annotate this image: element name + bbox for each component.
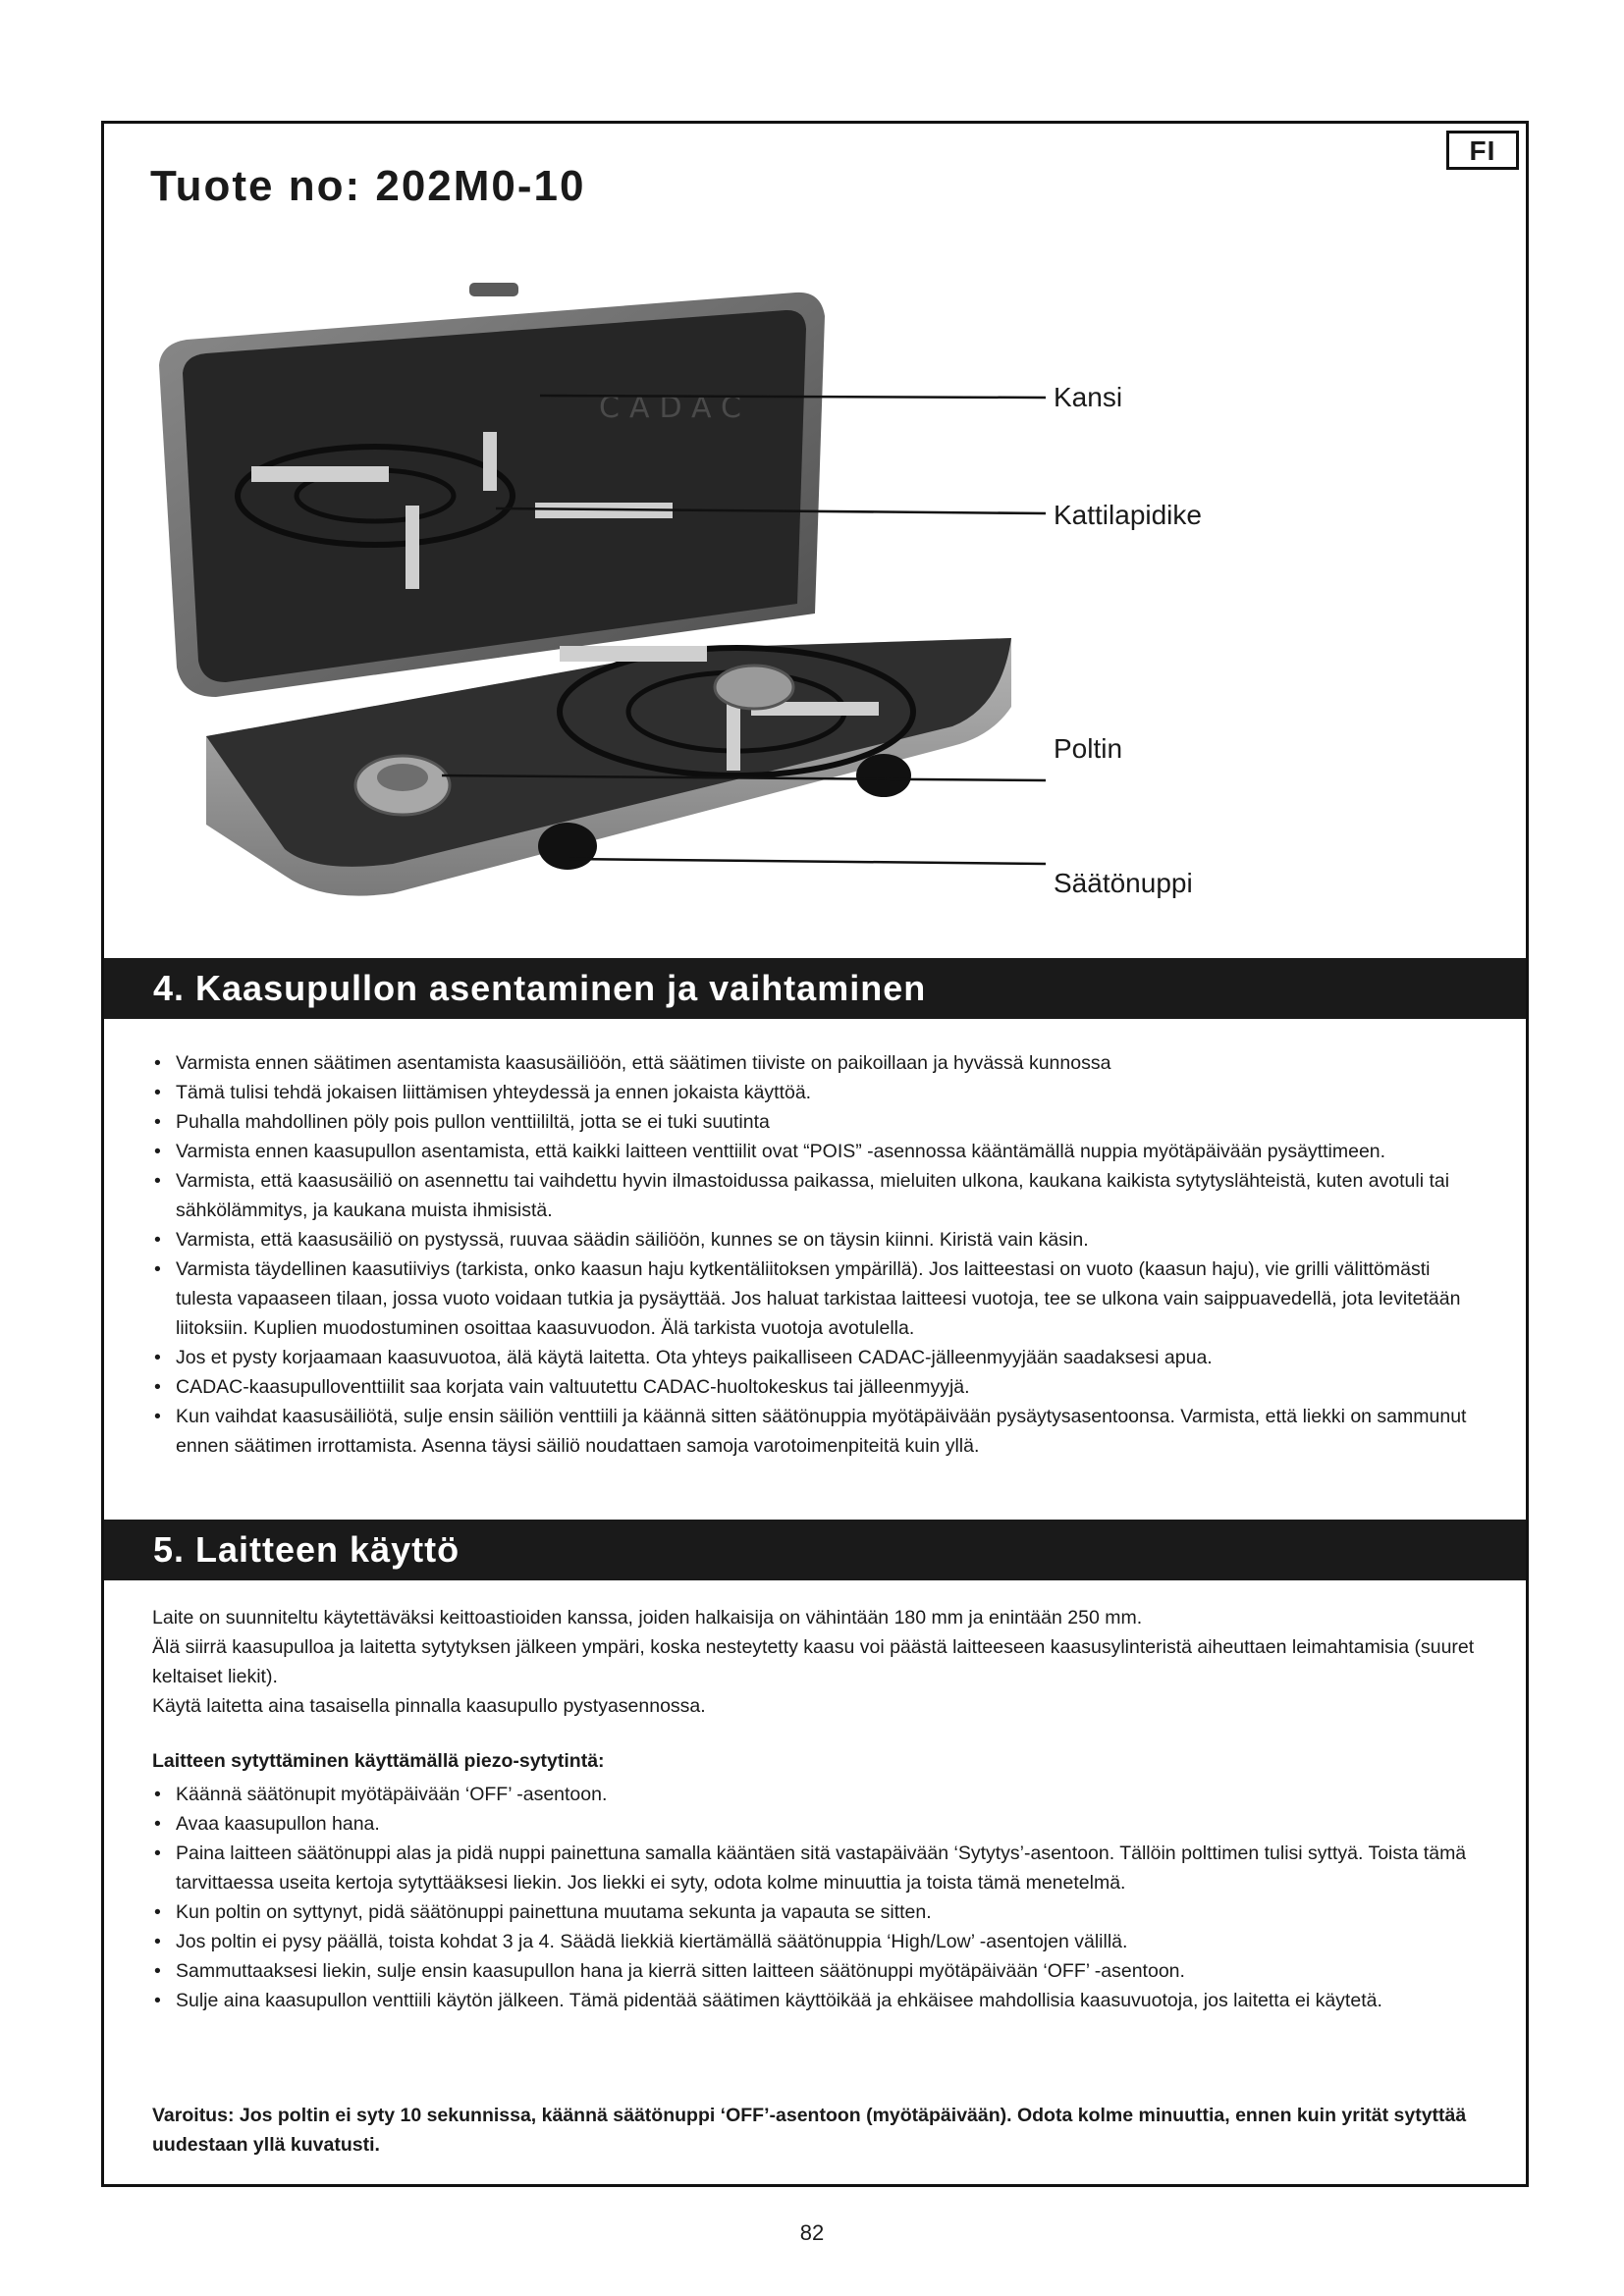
section-4-heading: 4. Kaasupullon asentaminen ja vaihtaminen: [104, 958, 1526, 1019]
list-item: • Varmista ennen säätimen asentamista kaasusäiliöön, että säätimen tiiviste on paikoillaan ja hyvässä kunnossa: [152, 1048, 1488, 1078]
list-item: • Tämä tulisi tehdä jokaisen liittämisen yhteydessä ja ennen jokaista käyttöä.: [152, 1078, 1488, 1107]
language-badge: FI: [1446, 131, 1519, 170]
list-item: • Sammuttaaksesi liekin, sulje ensin kaasupullon hana ja kierrä sitten laitteen säätönuppi myötäpäivään ‘OFF’ -asentoon.: [152, 1956, 1488, 1986]
list-item: • Kun vaihdat kaasusäiliötä, sulje ensin säiliön venttiili ja käännä sitten säätönuppia myötäpäivään pysäytysasentoonsa. Varmista, että liekki on sammunut ennen säätimen irrottamista. Asenna täysi säiliö noudattaen samoja varotoimenpiteitä kuin yllä.: [152, 1402, 1488, 1461]
list-item: • Varmista, että kaasusäiliö on pystyssä, ruuvaa säädin säiliöön, kunnes se on täysin kiinni. Kiristä vain käsin.: [152, 1225, 1488, 1255]
paragraph: Älä siirrä kaasupulloa ja laitetta sytytyksen jälkeen ympäri, koska nesteytetty kaasu voi päästä laitteeseen kaasusylinteristä aiheuttaen leimahtamisia (suuret keltaiset liekit).: [152, 1636, 1475, 1687]
list-item: • Käännä säätönupit myötäpäivään ‘OFF’ -asentoon.: [152, 1780, 1488, 1809]
callout-label-lid: Kansi: [1054, 382, 1123, 412]
ignition-subheading: Laitteen sytyttäminen käyttämällä piezo-sytytintä:: [152, 1750, 605, 1772]
list-item: • Varmista, että kaasusäiliö on asennettu tai vaihdettu hyvin ilmastoidussa paikassa, mieluiten ulkona, kaukana kaikista sytytyslähteistä, kuten avotuli tai sähkölämmitys, ja kaukana muista ihmisistä.: [152, 1166, 1488, 1225]
stove-illustration: [147, 275, 1326, 952]
lid-brand-text: CADAC: [599, 391, 751, 425]
list-item: • Paina laitteen säätönuppi alas ja pidä nuppi painettuna samalla kääntäen sitä vastapäivään ‘Sytytys’-asentoon. Tällöin polttimen tulisi syttyä. Toista tämä tarvittaessa useita kertoja sytyttääksesi liekin. Jos liekki ei syty, odota kolme minuuttia ja toista tämä menetelmä.: [152, 1839, 1488, 1897]
list-item: • Varmista ennen kaasupullon asentamista, että kaikki laitteen venttiilit ovat “POIS” -asennossa kääntämällä nuppia myötäpäivään pysäyttimeen.: [152, 1137, 1488, 1166]
page-number: 82: [799, 2220, 825, 2245]
ignition-steps-list: [152, 1780, 1488, 2015]
section-5-heading: 5. Laitteen käyttö: [104, 1520, 1526, 1580]
paragraph: Laite on suunniteltu käytettäväksi keittoastioiden kanssa, joiden halkaisija on vähintään 180 mm ja enintään 250 mm.: [152, 1607, 1143, 1629]
list-item: • Kun poltin on syttynyt, pidä säätönuppi painettuna muutama sekunta ja vapauta se sitten.: [152, 1897, 1488, 1927]
list-item: • Sulje aina kaasupullon venttiili käytön jälkeen. Tämä pidentää säätimen käyttöikää ja ehkäisee mahdollisia kaasuvuotoja, jos laitetta ei käytetä.: [152, 1986, 1488, 2015]
list-item: • Jos et pysty korjaamaan kaasuvuotoa, älä käytä laitetta. Ota yhteys paikalliseen CADAC-jälleenmyyjään saadaksesi apua.: [152, 1343, 1488, 1372]
list-item: • Puhalla mahdollinen pöly pois pullon venttiililtä, jotta se ei tuki suutinta: [152, 1107, 1488, 1137]
callout-label-burner: Poltin: [1054, 733, 1123, 764]
section-4-bullet-list: [152, 1048, 1488, 1461]
list-item: • Avaa kaasupullon hana.: [152, 1809, 1488, 1839]
list-item: • Jos poltin ei pysy päällä, toista kohdat 3 ja 4. Säädä liekkiä kiertämällä säätönuppia ‘High/Low’ -asentojen välillä.: [152, 1927, 1488, 1956]
warning-text: Varoitus: Jos poltin ei syty 10 sekunnissa, käännä säätönuppi ‘OFF’-asentoon (myötäpäivään). Odota kolme minuuttia, ennen kuin yrität sytyttää uudestaan yllä kuvatusti.: [152, 2105, 1467, 2156]
paragraph: Käytä laitetta aina tasaisella pinnalla kaasupullo pystyasennossa.: [152, 1695, 706, 1717]
product-title: Tuote no: 202M0-10: [150, 162, 586, 210]
list-item: • Varmista täydellinen kaasutiiviys (tarkista, onko kaasun haju kytkentäliitoksen ympärillä). Jos laitteestasi on vuoto (kaasun haju), vie grilli välittömästi tulesta vapaaseen tilaan, jossa vuoto voidaan tutkia ja pysäyttää. Jos haluat tarkistaa laitteesi vuotoja, tee se ulkona vain saippuavedellä, jota levitetään liitoksiin. Kuplien muodostuminen osoittaa kaasuvuodon. Älä tarkista vuotoja avotulella.: [152, 1255, 1488, 1343]
callout-label-control-knob: Säätönuppi: [1054, 868, 1193, 898]
callout-label-pot-support: Kattilapidike: [1054, 500, 1202, 530]
section-5-intro: [152, 1603, 1488, 1721]
list-item: • CADAC-kaasupulloventtiilit saa korjata vain valtuutettu CADAC-huoltokeskus tai jälleenmyyjä.: [152, 1372, 1488, 1402]
stove-lid: [159, 283, 825, 697]
